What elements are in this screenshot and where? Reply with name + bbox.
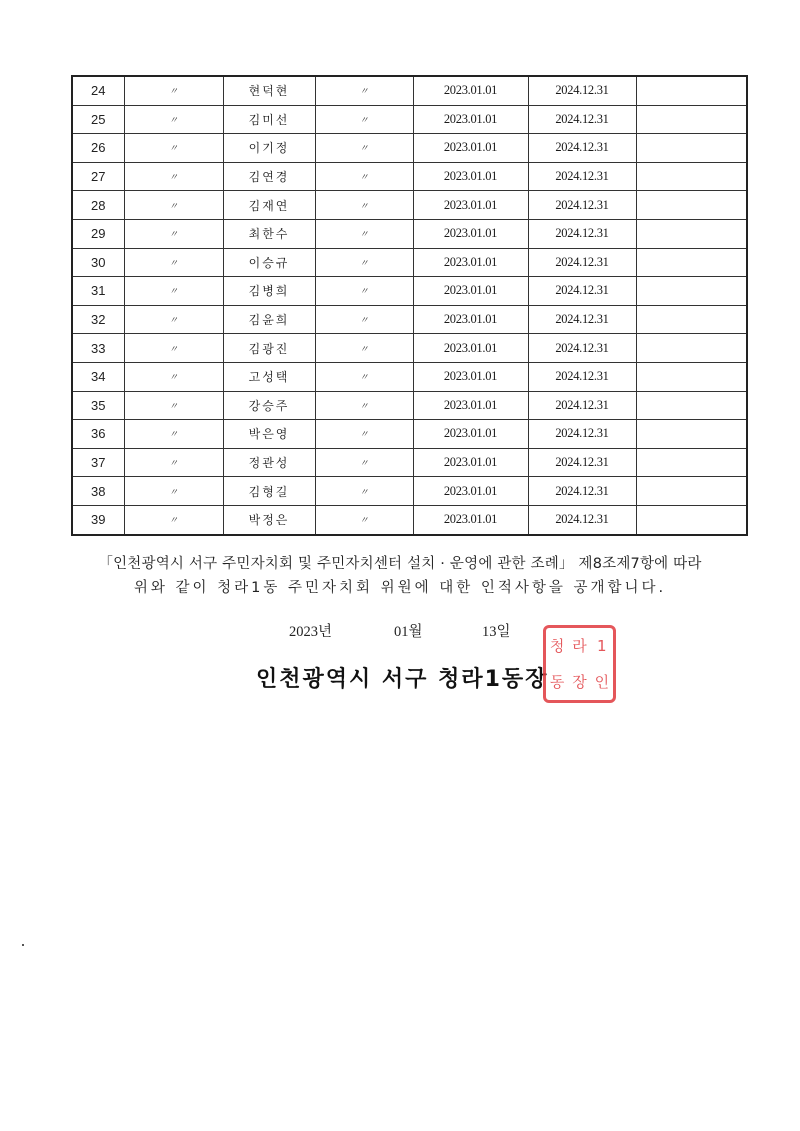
category-cell: 〃 — [315, 162, 413, 191]
row-number: 31 — [72, 277, 124, 306]
member-name: 김광진 — [223, 334, 315, 363]
term-end: 2024.12.31 — [528, 305, 636, 334]
row-number: 33 — [72, 334, 124, 363]
table-row — [72, 505, 747, 534]
seal-char: 장 — [572, 672, 587, 691]
table-row — [72, 420, 747, 449]
row-number: 36 — [72, 420, 124, 449]
row-number: 27 — [72, 162, 124, 191]
row-number: 30 — [72, 248, 124, 277]
term-end: 2024.12.31 — [528, 505, 636, 534]
notice-line-2: 위와 같이 청라1동 주민자치회 위원에 대한 인적사항을 공개합니다. — [133, 580, 667, 596]
term-start: 2023.01.01 — [413, 448, 528, 477]
term-end: 2024.12.31 — [528, 362, 636, 391]
term-start: 2023.01.01 — [413, 391, 528, 420]
position-cell: 〃 — [124, 505, 223, 534]
row-number: 26 — [72, 134, 124, 163]
category-cell: 〃 — [315, 391, 413, 420]
position-cell: 〃 — [124, 420, 223, 449]
position-cell: 〃 — [124, 305, 223, 334]
position-cell: 〃 — [124, 134, 223, 163]
note-cell — [636, 334, 747, 363]
row-number: 38 — [72, 477, 124, 506]
term-end: 2024.12.31 — [528, 334, 636, 363]
category-cell: 〃 — [315, 477, 413, 506]
term-end: 2024.12.31 — [528, 477, 636, 506]
member-name: 김미선 — [223, 105, 315, 134]
note-cell — [636, 219, 747, 248]
category-cell: 〃 — [315, 362, 413, 391]
member-name: 박은영 — [223, 420, 315, 449]
member-name: 강승주 — [223, 391, 315, 420]
row-number: 37 — [72, 448, 124, 477]
note-cell — [636, 191, 747, 220]
seal-char: 동 — [549, 672, 565, 691]
table-row — [72, 477, 747, 506]
term-start: 2023.01.01 — [413, 505, 528, 534]
note-cell — [636, 305, 747, 334]
category-cell: 〃 — [315, 448, 413, 477]
category-cell: 〃 — [315, 105, 413, 134]
member-name: 김윤희 — [223, 305, 315, 334]
roster-body — [72, 76, 747, 535]
position-cell: 〃 — [124, 219, 223, 248]
member-roster-table — [71, 75, 748, 536]
term-start: 2023.01.01 — [413, 134, 528, 163]
category-cell: 〃 — [315, 334, 413, 363]
category-cell: 〃 — [315, 191, 413, 220]
note-cell — [636, 505, 747, 534]
table-row — [72, 76, 747, 105]
member-name: 김형길 — [223, 477, 315, 506]
term-start: 2023.01.01 — [413, 277, 528, 306]
term-start: 2023.01.01 — [413, 219, 528, 248]
table-row — [72, 391, 747, 420]
notice-line-1: 「인천광역시 서구 주민자치회 및 주민자치센터 설치 · 운영에 관한 조례」 제8조제7항에 따라 — [98, 556, 702, 572]
row-number: 25 — [72, 105, 124, 134]
member-name: 현덕현 — [223, 76, 315, 105]
table-row — [72, 448, 747, 477]
category-cell: 〃 — [315, 134, 413, 163]
date-month: 01월 — [394, 624, 423, 640]
position-cell: 〃 — [124, 248, 223, 277]
row-number: 34 — [72, 362, 124, 391]
position-cell: 〃 — [124, 191, 223, 220]
category-cell: 〃 — [315, 505, 413, 534]
position-cell: 〃 — [124, 477, 223, 506]
category-cell: 〃 — [315, 277, 413, 306]
position-cell: 〃 — [124, 334, 223, 363]
note-cell — [636, 277, 747, 306]
term-start: 2023.01.01 — [413, 248, 528, 277]
term-start: 2023.01.01 — [413, 305, 528, 334]
position-cell: 〃 — [124, 448, 223, 477]
seal-char: 1 — [597, 636, 607, 655]
position-cell: 〃 — [124, 362, 223, 391]
seal-char: 청 — [549, 636, 565, 655]
table-row — [72, 134, 747, 163]
category-cell: 〃 — [315, 76, 413, 105]
member-name: 박정은 — [223, 505, 315, 534]
term-end: 2024.12.31 — [528, 76, 636, 105]
row-number: 29 — [72, 219, 124, 248]
category-cell: 〃 — [315, 305, 413, 334]
official-seal-icon — [543, 625, 616, 703]
term-start: 2023.01.01 — [413, 362, 528, 391]
row-number: 24 — [72, 76, 124, 105]
term-end: 2024.12.31 — [528, 391, 636, 420]
seal-char: 인 — [594, 672, 610, 691]
term-end: 2024.12.31 — [528, 134, 636, 163]
note-cell — [636, 420, 747, 449]
term-end: 2024.12.31 — [528, 448, 636, 477]
term-start: 2023.01.01 — [413, 420, 528, 449]
term-start: 2023.01.01 — [413, 162, 528, 191]
table-row — [72, 162, 747, 191]
note-cell — [636, 477, 747, 506]
row-number: 35 — [72, 391, 124, 420]
term-end: 2024.12.31 — [528, 420, 636, 449]
table-row — [72, 277, 747, 306]
member-name: 김연경 — [223, 162, 315, 191]
term-end: 2024.12.31 — [528, 191, 636, 220]
position-cell: 〃 — [124, 162, 223, 191]
note-cell — [636, 162, 747, 191]
note-cell — [636, 448, 747, 477]
table-row — [72, 305, 747, 334]
term-start: 2023.01.01 — [413, 477, 528, 506]
seal-char: 라 — [572, 636, 587, 655]
table-row — [72, 105, 747, 134]
date-year: 2023년 — [289, 624, 333, 640]
term-start: 2023.01.01 — [413, 334, 528, 363]
note-cell — [636, 248, 747, 277]
date-day: 13일 — [482, 624, 511, 640]
position-cell: 〃 — [124, 105, 223, 134]
term-start: 2023.01.01 — [413, 191, 528, 220]
scan-speck — [22, 944, 24, 946]
table-row — [72, 219, 747, 248]
term-start: 2023.01.01 — [413, 105, 528, 134]
category-cell: 〃 — [315, 248, 413, 277]
category-cell: 〃 — [315, 219, 413, 248]
term-end: 2024.12.31 — [528, 162, 636, 191]
member-name: 김병희 — [223, 277, 315, 306]
term-end: 2024.12.31 — [528, 219, 636, 248]
member-name: 이기정 — [223, 134, 315, 163]
category-cell: 〃 — [315, 420, 413, 449]
term-end: 2024.12.31 — [528, 277, 636, 306]
note-cell — [636, 105, 747, 134]
note-cell — [636, 391, 747, 420]
term-end: 2024.12.31 — [528, 105, 636, 134]
member-name: 이승규 — [223, 248, 315, 277]
member-name: 정관성 — [223, 448, 315, 477]
term-end: 2024.12.31 — [528, 248, 636, 277]
table-row — [72, 191, 747, 220]
table-row — [72, 362, 747, 391]
row-number: 28 — [72, 191, 124, 220]
issuer-signature: 인천광역시 서구 청라1동장 — [256, 667, 549, 692]
table-row — [72, 334, 747, 363]
member-name: 고성택 — [223, 362, 315, 391]
member-name: 김재연 — [223, 191, 315, 220]
row-number: 39 — [72, 505, 124, 534]
position-cell: 〃 — [124, 76, 223, 105]
table-row — [72, 248, 747, 277]
row-number: 32 — [72, 305, 124, 334]
member-name: 최한수 — [223, 219, 315, 248]
position-cell: 〃 — [124, 391, 223, 420]
term-start: 2023.01.01 — [413, 76, 528, 105]
note-cell — [636, 362, 747, 391]
position-cell: 〃 — [124, 277, 223, 306]
note-cell — [636, 76, 747, 105]
note-cell — [636, 134, 747, 163]
